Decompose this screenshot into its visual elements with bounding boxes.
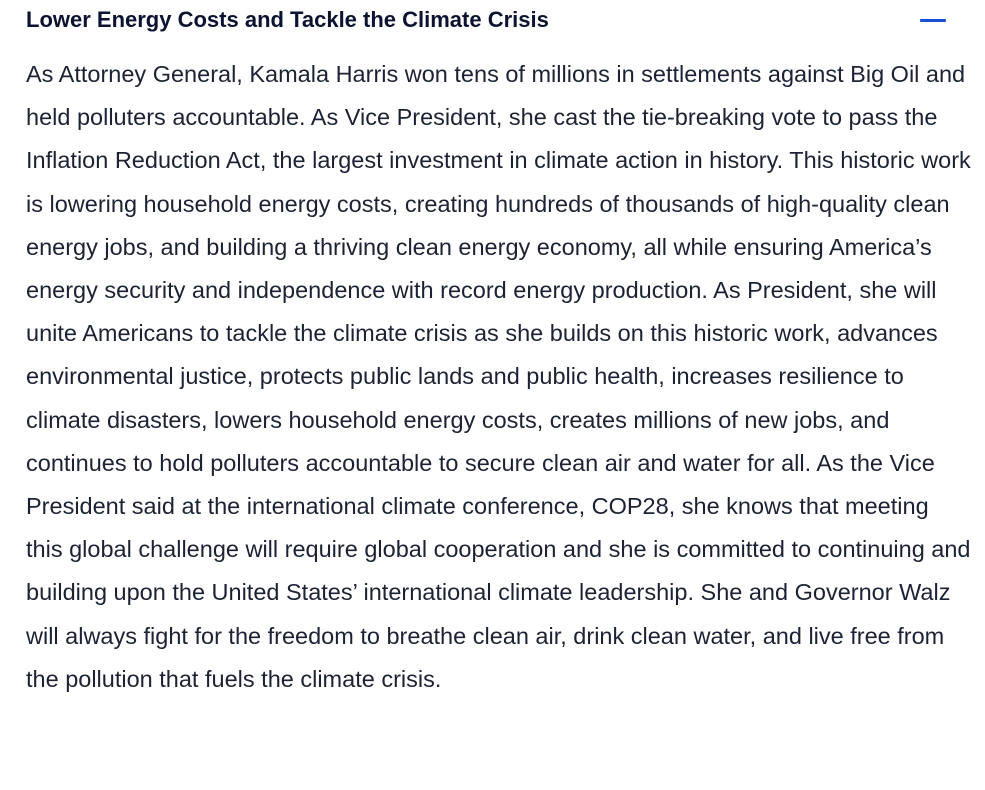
minus-icon[interactable] [920,7,946,33]
section-title: Lower Energy Costs and Tackle the Climate Crisis [26,7,549,32]
section-body-text: As Attorney General, Kamala Harris won tens of millions in settlements against Big Oil and held polluters accountable. As Vice President, she cast the tie-breaking vote to pass the Inflation Reduction Act, the largest investment in climate action in history. This historic work is lowering household energy costs, creating hundreds of thousands of high-quality clean energy jobs, and building a thriving clean energy economy, all while ensuring America’s energy security and independence with record energy production. As President, she will unite Americans to tackle the climate crisis as she builds on this historic work, advances environmental justice, protects public lands and public health, increases resilience to climate disasters, lowers household energy costs, creates millions of new jobs, and continues to hold polluters accountable to secure clean air and water for all. As the Vice President said at the international climate conference, COP28, she knows that meeting this global challenge will require global cooperation and she is committed to continuing and building upon the United States’ international climate leadership. She and Governor Walz will always fight for the freedom to breathe clean air, drink clean water, and live free from the pollution that fuels the climate crisis. [26,61,971,692]
accordion-header[interactable] [26,4,946,36]
minus-icon-bar [920,19,946,22]
